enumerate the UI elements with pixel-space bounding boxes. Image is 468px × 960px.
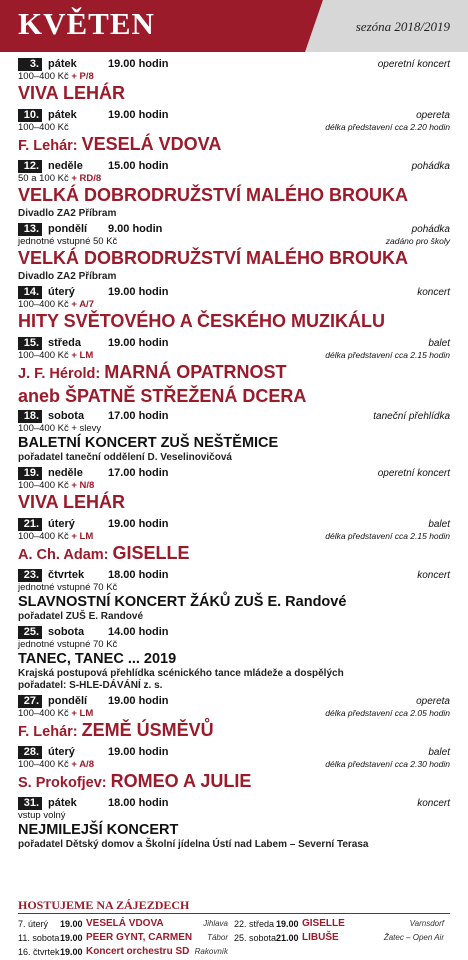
event-header-row [18,518,450,531]
event-subscription-code: + N/8 [71,480,95,491]
event-item [18,695,450,743]
event-item [18,223,450,283]
event-category: balet [428,519,450,530]
tour-day: 25. sobota [234,933,277,943]
tour-time: 19.00 [276,919,299,929]
event-item [18,797,450,851]
event-category: operetní koncert [377,468,450,479]
event-time: 15.00 hodin [108,160,169,172]
event-time: 19.00 hodin [108,286,169,298]
tour-place: Tábor [207,933,228,942]
event-price [18,810,66,821]
event-date-badge: 21. [18,518,42,531]
event-price-row [18,236,450,247]
event-title [18,719,450,743]
event-date-badge: 10. [18,109,42,122]
event-author: F. Lehár: [18,724,82,740]
event-price-text: 100–400 Kč [18,299,69,310]
event-date-badge: 14. [18,286,42,299]
event-price-text: 100–400 Kč [18,350,69,361]
event-title-text: BALETNÍ KONCERT ZUŠ NEŠTĚMICE [18,435,279,451]
event-date-badge: 27. [18,695,42,708]
event-time: 18.00 hodin [108,569,169,581]
event-header-row [18,286,450,299]
event-title-text: ZEMĚ ÚSMĚVŮ [81,720,214,740]
event-item [18,410,450,464]
event-price [18,639,117,650]
season-label: sezóna 2018/2019 [355,19,450,34]
tour-place: Varnsdorf [409,919,444,928]
event-duration-note: délka představení cca 2.20 hodin [325,122,450,132]
event-duration-note: délka představení cca 2.30 hodin [325,759,450,769]
event-date-badge: 13. [18,223,42,236]
event-header-row [18,410,450,423]
event-day: čtvrtek [48,569,85,581]
tour-time: 19.00 [60,919,83,929]
event-title-text: VIVA LEHÁR [18,83,126,103]
event-item [18,58,450,106]
event-time: 17.00 hodin [108,410,169,422]
event-subscription-code: + A/7 [71,299,94,310]
tour-place: Jihlava [203,919,228,928]
event-author: F. Lehár: [18,138,82,154]
event-organizer: pořadatel Dětský domov a Školní jídelna Ústí nad Labem – Severní Terasa [18,839,369,850]
event-price-text: 100–400 Kč [18,759,69,770]
event-organizer: Divadlo ZA2 Příbram [18,271,117,282]
tour-title: HOSTUJEME NA ZÁJEZDECH [18,898,190,912]
event-price [18,236,117,247]
event-duration-note: zadáno pro školy [385,236,450,246]
event-price-row [18,71,450,82]
tour-day: 16. čtvrtek [18,947,60,957]
event-price [18,173,101,184]
event-price [18,582,117,593]
tour-grid [18,917,450,959]
event-title-line2: aneb ŠPATNĚ STŘEŽENÁ DCERA [18,386,307,406]
event-category: pohádka [411,224,450,235]
event-price-row [18,810,450,821]
event-header-row [18,746,450,759]
event-price-text: 50 a 100 Kč [18,173,69,184]
event-time: 14.00 hodin [108,626,169,638]
event-title [18,593,450,611]
event-title [18,821,450,839]
event-price [18,350,93,361]
event-item [18,518,450,566]
event-title [18,361,450,385]
event-price-text: jednotné vstupné 70 Kč [18,639,118,650]
event-duration-note: délka představení cca 2.05 hodin [325,708,450,718]
event-price [18,759,94,770]
event-header-row [18,58,450,71]
event-category: balet [428,338,450,349]
tour-time: 19.00 [60,933,83,943]
event-header-row [18,695,450,708]
page-header [0,0,468,52]
event-title-text: VESELÁ VDOVA [81,134,222,154]
event-item [18,337,450,407]
event-category: koncert [417,287,450,298]
tour-row [18,945,234,959]
event-title [18,434,450,452]
event-price-text: jednotné vstupné 70 Kč [18,582,118,593]
event-item [18,626,450,692]
event-subscription-code: + LM [71,708,94,719]
tour-work: LIBUŠE [302,932,339,943]
event-category: pohádka [411,161,450,172]
event-date-badge: 28. [18,746,42,759]
event-category: operetní koncert [377,59,450,70]
event-price [18,423,101,434]
event-title [18,133,450,157]
event-category: koncert [417,798,450,809]
event-subscription-code: + A/8 [71,759,94,770]
event-subscription-code: + RD/8 [71,173,102,184]
event-price-row [18,759,450,770]
event-price-row [18,350,450,361]
event-price-text: 100–400 Kč [18,122,69,133]
tour-day: 22. středa [234,919,275,929]
event-time: 19.00 hodin [108,695,169,707]
event-author: S. Prokofjev: [18,775,111,791]
event-list [18,58,450,854]
event-category: opereta [416,696,450,707]
tour-divider [18,913,450,914]
event-time: 19.00 hodin [108,337,169,349]
event-title-text: HITY SVĚTOVÉHO A ČESKÉHO MUZIKÁLU [18,311,386,331]
event-day: pondělí [48,223,88,235]
event-time: 19.00 hodin [108,109,169,121]
tour-work: PEER GYNT, CARMEN [86,932,193,943]
tour-place: Rakovník [194,947,228,956]
event-title-text: ROMEO A JULIE [110,771,252,791]
event-date-badge: 3. [18,58,42,71]
event-price-text: 100–400 Kč + slevy [18,423,102,434]
event-author: J. F. Hérold: [18,366,105,382]
event-subscription-code: + P/8 [71,71,94,82]
event-title [18,542,450,566]
event-day: pátek [48,109,77,121]
event-day: středa [48,337,82,349]
event-day: úterý [48,286,75,298]
event-price-row [18,122,450,133]
tour-section [18,898,450,959]
event-title-text: MARNÁ OPATRNOST [104,362,287,382]
event-header-row [18,797,450,810]
event-day: neděle [48,160,83,172]
event-price-row [18,480,450,491]
event-price-text: 100–400 Kč [18,531,69,542]
event-price [18,71,94,82]
event-price-row [18,299,450,310]
event-date-badge: 25. [18,626,42,639]
event-title [18,310,450,334]
tour-row [18,917,234,931]
event-category: opereta [416,110,450,121]
event-time: 17.00 hodin [108,467,169,479]
event-day: pátek [48,58,77,70]
event-header-row [18,467,450,480]
event-title [18,770,450,794]
event-title [18,650,450,668]
event-price-text: jednotné vstupné 50 Kč [18,236,118,247]
event-price [18,480,94,491]
event-date-badge: 18. [18,410,42,423]
event-day: úterý [48,518,75,530]
tour-row [234,917,450,931]
event-price [18,708,93,719]
event-duration-note: délka představení cca 2.15 hodin [325,531,450,541]
event-price-row [18,423,450,434]
event-price [18,531,93,542]
event-item [18,286,450,334]
event-price-text: 100–400 Kč [18,480,69,491]
event-header-row [18,223,450,236]
event-title-text: VIVA LEHÁR [18,492,126,512]
event-category: koncert [417,570,450,581]
event-time: 19.00 hodin [108,58,169,70]
event-header-row [18,569,450,582]
tour-work: GISELLE [302,918,345,929]
event-date-badge: 19. [18,467,42,480]
event-header-row [18,160,450,173]
event-price-row [18,708,450,719]
event-subscription-code: + LM [71,350,94,361]
tour-column-right [234,917,450,959]
event-day: neděle [48,467,83,479]
event-price [18,122,69,133]
event-title [18,82,450,106]
event-day: úterý [48,746,75,758]
event-title-text: SLAVNOSTNÍ KONCERT ŽÁKŮ ZUŠ E. Randové [18,594,347,610]
event-item [18,109,450,157]
event-item [18,746,450,794]
event-duration-note: délka představení cca 2.15 hodin [325,350,450,360]
event-category: balet [428,747,450,758]
event-item [18,569,450,623]
event-date-badge: 15. [18,337,42,350]
event-date-badge: 23. [18,569,42,582]
event-title-text: NEJMILEJŠÍ KONCERT [18,822,179,838]
event-date-badge: 31. [18,797,42,810]
event-title-text: TANEC, TANEC ... 2019 [18,651,177,667]
tour-place: Žatec – Open Air [383,933,444,942]
event-day: pátek [48,797,77,809]
month-title: KVĚTEN [18,6,155,41]
event-organizer: pořadatel taneční oddělení D. Veselinovičová [18,452,232,463]
tour-day: 7. úterý [18,919,49,929]
event-price-text: 100–400 Kč [18,71,69,82]
tour-row [18,931,234,945]
event-day: pondělí [48,695,88,707]
event-time: 19.00 hodin [108,746,169,758]
event-title [18,491,450,515]
event-price-text: vstup volný [18,810,66,821]
event-category: taneční přehlídka [373,411,450,422]
tour-column-left [18,917,234,959]
event-price-row [18,173,450,184]
event-header-row [18,109,450,122]
event-item [18,160,450,220]
event-price-row [18,531,450,542]
event-organizer: Divadlo ZA2 Příbram [18,208,117,219]
event-price-text: 100–400 Kč [18,708,69,719]
event-organizer-2: pořadatel: S-HLE-DÁVÁNÍ z. s. [18,680,163,691]
event-item [18,467,450,515]
tour-work: Koncert orchestru SD [86,946,190,957]
event-date-badge: 12. [18,160,42,173]
event-price-row [18,582,450,593]
event-organizer: pořadatel ZUŠ E. Randové [18,611,144,622]
event-title-text: VELKÁ DOBRODRUŽSTVÍ MALÉHO BROUKA [18,248,408,268]
tour-work: VESELÁ VDOVA [86,918,164,929]
event-title [18,184,450,208]
event-title [18,247,450,271]
event-time: 18.00 hodin [108,797,169,809]
event-title-text: GISELLE [112,543,190,563]
event-header-row [18,337,450,350]
event-time: 9.00 hodin [108,223,163,235]
event-subscription-code: + LM [71,531,94,542]
event-price [18,299,94,310]
tour-row [234,931,450,945]
tour-day: 11. sobota [18,933,60,943]
event-day: sobota [48,626,85,638]
event-title-text: VELKÁ DOBRODRUŽSTVÍ MALÉHO BROUKA [18,185,408,205]
event-header-row [18,626,450,639]
tour-time: 21.00 [276,933,299,943]
event-author: A. Ch. Adam: [18,547,113,563]
event-time: 19.00 hodin [108,518,169,530]
tour-time: 19.00 [60,947,83,957]
event-day: sobota [48,410,85,422]
event-price-row [18,639,450,650]
event-organizer: Krajská postupová přehlídka scénického tance mládeže a dospělých [18,668,344,679]
